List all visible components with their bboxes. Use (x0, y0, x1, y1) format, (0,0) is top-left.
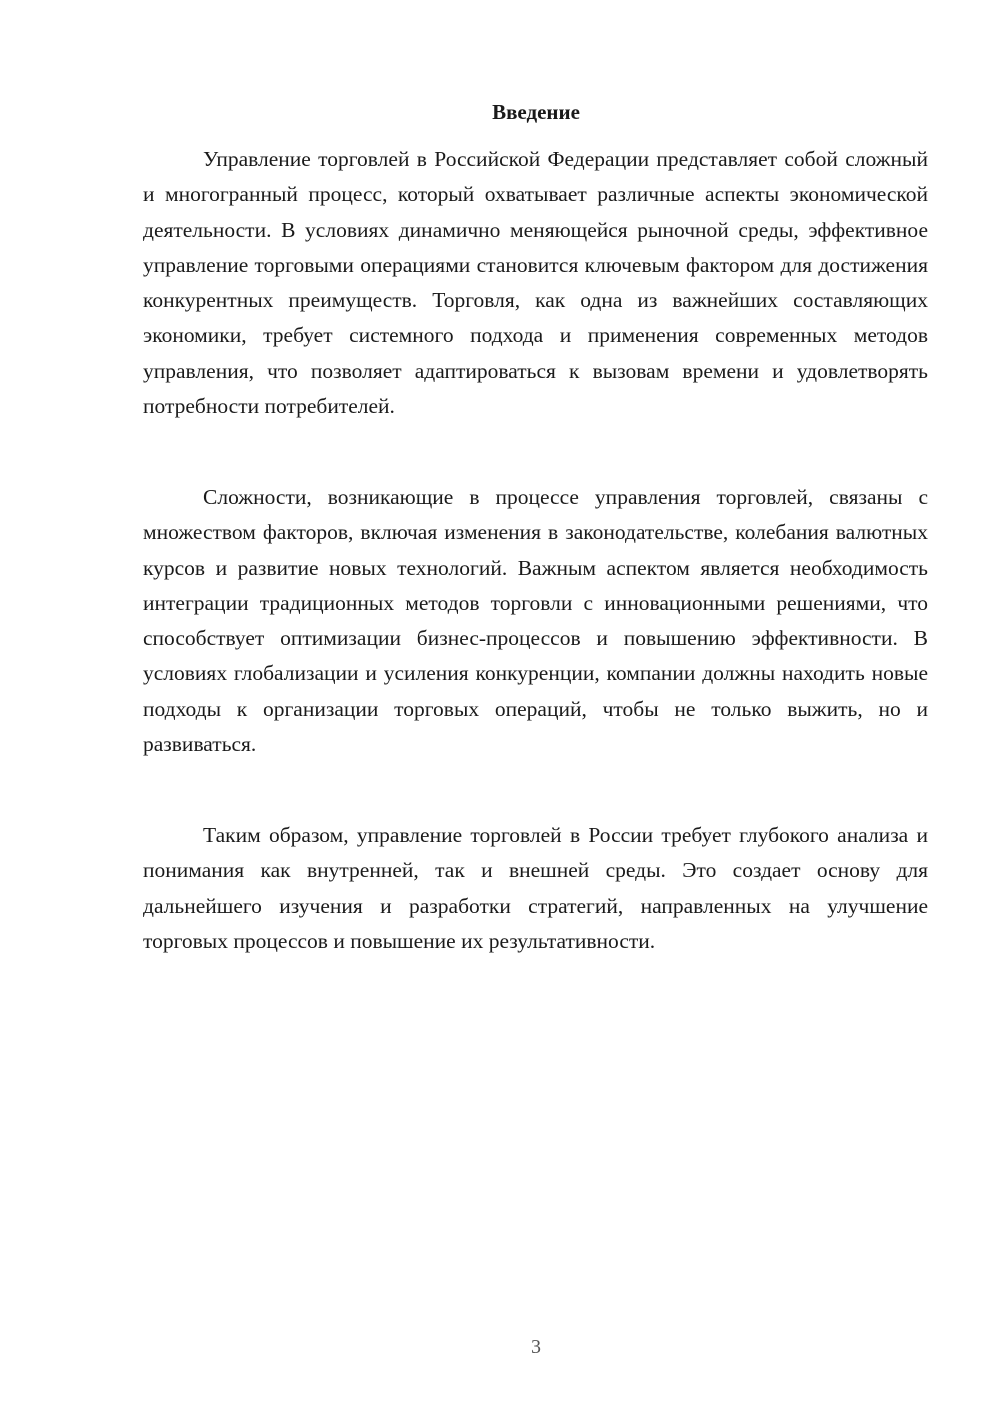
paragraph-2: Сложности, возникающие в процессе управления торговлей, связаны с множеством факторов, включая изменения в законодательстве, колебания валютных курсов и развитие новых технологий. Важным аспектом является необходимость интеграции традиционных методов торговли с инновационными решениями, что способствует оптимизации бизнес-процессов и повышению эффективности. В условиях глобализации и усиления конкуренции, компании должны находить новые подходы к организации торговых операций, чтобы не только выжить, но и развиваться. (143, 485, 928, 757)
page-number: 3 (531, 1336, 541, 1358)
paragraph-1: Управление торговлей в Российской Федерации представляет собой сложный и многогранный процесс, который охватывает различные аспекты экономической деятельности. В условиях динамично меняющейся рыночной среды, эффективное управление торговыми операциями становится ключевым фактором для достижения конкурентных преимуществ. Торговля, как одна из важнейших составляющих экономики, требует системного подхода и применения современных методов управления, что позволяет адаптироваться к вызовам времени и удовлетворять потребности потребителей. (143, 147, 928, 419)
paragraph-3: Таким образом, управление торговлей в России требует глубокого анализа и понимания как внутренней, так и внешней среды. Это создает основу для дальнейшего изучения и разработки стратегий, направленных на улучшение торговых процессов и повышение их результативности. (143, 823, 928, 953)
section-heading: Введение (492, 100, 580, 124)
